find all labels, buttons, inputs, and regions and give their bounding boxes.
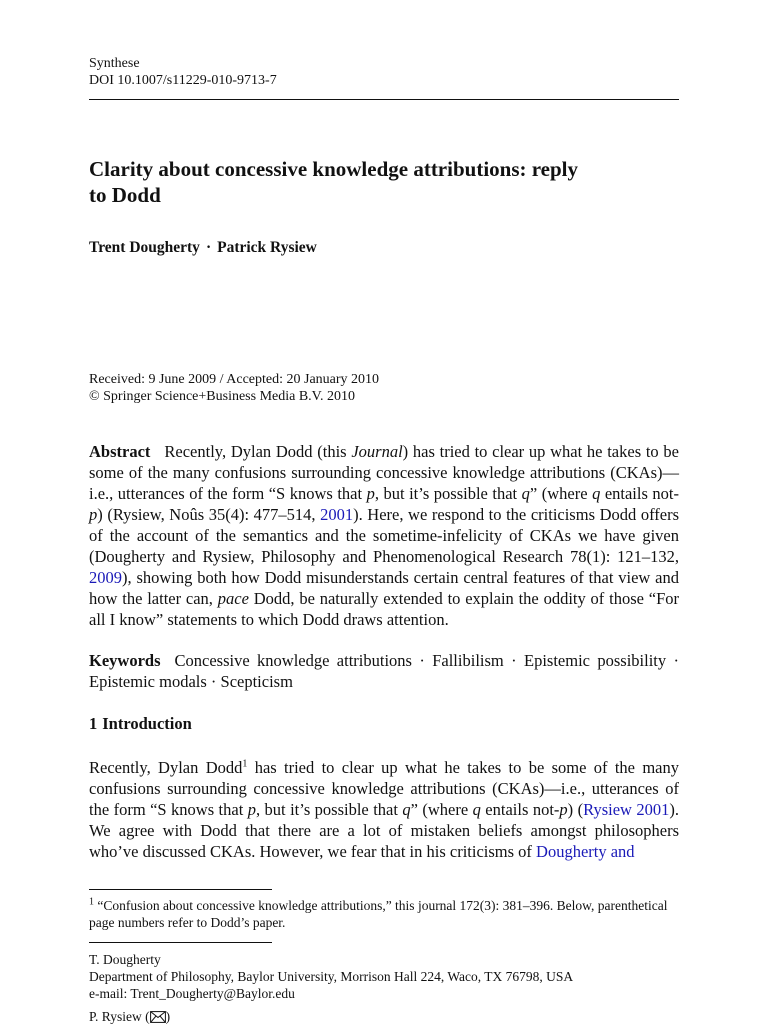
envelope-icon bbox=[150, 1011, 166, 1023]
citation-link-2001[interactable]: 2001 bbox=[320, 505, 354, 524]
abstract-text: Dodd, be naturally extended to explain the oddity of those “For all I know” statements to which Dodd draws attention. bbox=[89, 589, 680, 629]
author-dougherty: Trent Dougherty bbox=[89, 239, 200, 256]
paper-page bbox=[89, 0, 679, 1024]
footnote-text: “Confusion about concessive knowledge attributions,” this journal 172(3): 381–396. Below, parenthetical page numbers refer to Dodd’s paper. bbox=[89, 898, 668, 930]
abstract-var-q: q bbox=[592, 484, 601, 503]
intro-text: Recently, Dylan Dodd bbox=[89, 758, 243, 777]
author-list bbox=[89, 239, 317, 257]
title-line-1: Clarity about concessive knowledge attributions: reply bbox=[89, 157, 579, 181]
abstract-var-q: q bbox=[521, 484, 530, 503]
affiliation-name: T. Dougherty bbox=[89, 952, 161, 967]
copyright: © Springer Science+Business Media B.V. 2010 bbox=[89, 389, 355, 404]
section-number: 1 bbox=[89, 714, 98, 733]
abstract-pace-italic: pace bbox=[217, 589, 249, 608]
affiliation-dougherty bbox=[89, 951, 679, 1002]
received-accepted: Received: 9 June 2009 / Accepted: 20 January 2010 bbox=[89, 372, 380, 387]
intro-text: , but it’s possible that bbox=[255, 800, 403, 819]
section-heading bbox=[89, 714, 192, 734]
abstract-text: ) has tried to clear up what he takes to be some of the many confusions surrounding concessive knowledge attributions (CKAs)—i.e., utterances of the form “S knows that bbox=[89, 442, 679, 503]
footnote bbox=[89, 897, 679, 931]
journal-header bbox=[89, 55, 277, 89]
abstract-heading: Abstract bbox=[89, 442, 151, 461]
intro-var-q: q bbox=[472, 800, 481, 819]
intro-var-q: q bbox=[402, 800, 411, 819]
citation-link-dougherty-and[interactable]: Dougherty and bbox=[536, 842, 635, 861]
intro-text: entails not- bbox=[480, 800, 560, 819]
publication-dates bbox=[89, 371, 379, 405]
abstract-text: entails not- bbox=[600, 484, 679, 503]
section-title: Introduction bbox=[102, 714, 192, 733]
abstract-var-p: p bbox=[366, 484, 375, 503]
citation-link-rysiew-2001[interactable]: Rysiew 2001 bbox=[583, 800, 670, 819]
keywords-text: Concessive knowledge attributions · Fallibilism · Epistemic possibility · Epistemic modals · Scepticism bbox=[89, 651, 679, 691]
abstract bbox=[89, 441, 679, 630]
footnote-rule bbox=[89, 889, 272, 890]
intro-text: ” (where bbox=[410, 800, 473, 819]
keywords bbox=[89, 650, 679, 692]
affiliation-rysiew bbox=[89, 1008, 170, 1025]
journal-name: Synthese bbox=[89, 56, 140, 71]
citation-link-2009[interactable]: 2009 bbox=[89, 568, 122, 587]
abstract-text: , but it’s possible that bbox=[374, 484, 522, 503]
affiliation-name-2: P. Rysiew bbox=[89, 1009, 142, 1024]
abstract-text: ). Here, we respond to the criticisms Dodd offers of the account of the semantics and the sometime-infelicity of CKAs we have given (Dougherty and Rysiew, Philosophy and Phenomenological Research 78(1): 121–132, bbox=[89, 505, 679, 566]
abstract-var-p: p bbox=[89, 505, 98, 524]
doi: DOI 10.1007/s11229-010-9713-7 bbox=[89, 73, 277, 88]
abstract-text: ) (Rysiew, Noûs 35(4): 477–514, bbox=[97, 505, 321, 524]
footnote-number: 1 bbox=[89, 896, 94, 908]
keywords-heading: Keywords bbox=[89, 651, 161, 670]
affiliation-email[interactable]: e-mail: Trent_Dougherty@Baylor.edu bbox=[89, 986, 295, 1001]
abstract-text: Recently, Dylan Dodd (this bbox=[164, 442, 352, 461]
abstract-text: ” (where bbox=[529, 484, 593, 503]
intro-var-p: p bbox=[247, 800, 256, 819]
affiliation-department: Department of Philosophy, Baylor University, Morrison Hall 224, Waco, TX 76798, USA bbox=[89, 969, 574, 984]
intro-paragraph bbox=[89, 757, 679, 862]
title-line-2: to Dodd bbox=[89, 183, 161, 207]
header-rule bbox=[89, 99, 679, 100]
footnote-marker[interactable]: 1 bbox=[242, 758, 248, 770]
intro-text: has tried to clear up what he takes to be some of the many confusions surrounding concessive knowledge attributions (CKAs)—i.e., utterances of the form “S knows that bbox=[89, 758, 679, 819]
abstract-text: ), showing both how Dodd misunderstands certain central features of that view and how the latter can, bbox=[89, 568, 679, 608]
author-rysiew: Patrick Rysiew bbox=[217, 239, 317, 256]
intro-var-p: p bbox=[559, 800, 568, 819]
author-separator: · bbox=[205, 239, 212, 256]
intro-text: ) ( bbox=[567, 800, 584, 819]
intro-text: ). We agree with Dodd that there are a lot of mistaken beliefs amongst philosophers who’ve discussed CKAs. However, we fear that in his criticisms of bbox=[89, 800, 679, 861]
abstract-journal-italic: Journal bbox=[351, 442, 403, 461]
affiliation-rule bbox=[89, 942, 272, 943]
corresponding-author-mark: ( ) bbox=[145, 1009, 171, 1024]
paper-title bbox=[89, 156, 679, 208]
